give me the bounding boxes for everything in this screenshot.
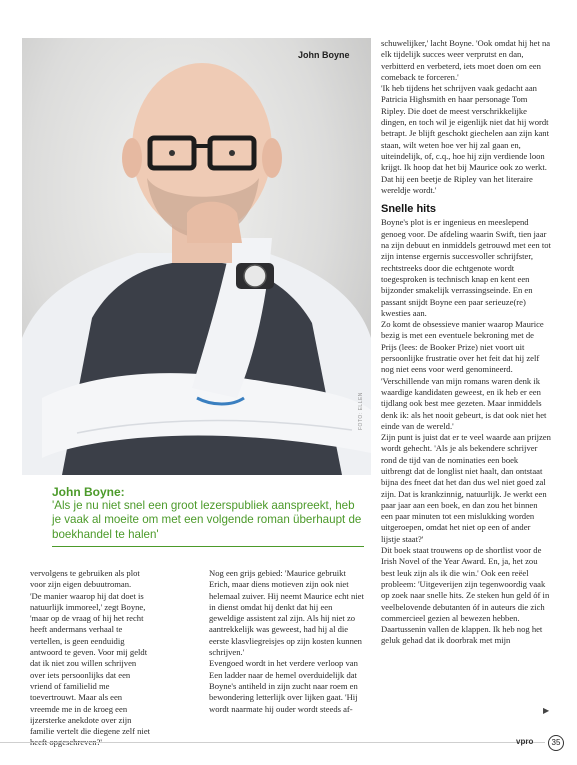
article-column-middle — [209, 568, 364, 715]
section-subhead: Snelle hits — [381, 203, 437, 216]
article-column-right — [381, 38, 551, 647]
paragraph: 'De manier waarop hij dat doet is natuurlijk immoreel,' zegt Boyne, 'maar op de vraag of hij het recht heeft andermans verhaal te vertellen, is geen eenduidig antwoord te geven. Voor mij geldt dat ik niet zou willen schrijven over iets persoonlijks dat een vriend of familielid me toevertrouwt. Maar als een vreemde me in de kroeg een ijzersterke anekdote over zijn familie vertelt die diegene zelf niet — [30, 590, 151, 737]
pull-quote-divider — [52, 546, 364, 547]
continue-arrow-icon: ▶ — [543, 706, 550, 715]
page-number: 35 — [548, 735, 564, 751]
paragraph: 'Ik heb tijdens het schrijven vaak gedacht aan Patricia Highsmith en haar personage Tom Ripley. Die doet de meest verschrikkelijke dingen, en toch wil je eigenlijk niet dat hij wordt betrapt. Je blijft geschokt giechelen aan zijn kant staan, wilt weten hoe ver hij zal gaan en, uiteindelijk, of, c.q., hoe hij zijn verdiende loon krijgt. Ik hoop dat het bij Maurice ook zo werkt. Dat hij een beetje de Ripley van het literaire wereldje wordt.' — [381, 83, 549, 195]
paragraph: Boyne's plot is er ingenieus en meeslepend genoeg voor. De afdeling waarin Swift, tien jaar na zijn debuut en inmiddels getrouwd met een tot zijn intense ergernis succesvoller schrijfster, rechtstreeks door die echtgenote wordt toegesproken is technisch knap en kent een bijzonder smakelijk verrassingseinde. En en passant snijdt Boyne een paar serieuze(re) kwesties aan. — [381, 217, 551, 318]
paragraph: Zijn punt is juist dat er te veel waarde aan prijzen wordt gehecht. 'Als je als bekendere schrijver rond de tijd van de nominaties een boek uitbrengt dat de longlist niet haalt, dan ontstaat bijna des fneet dat het dan dus wel niet goed zal zijn. Dat is krankzinnig, natuurlijk. Je werkt een paar jaar aan een boek, en dan zou het binnen een paar minuten tot een mislukking worden uitgeroepen, omdat het niet op een of ander lijstje staat?' — [381, 432, 551, 544]
footer-brand-logo: vpro — [516, 737, 534, 746]
paragraph: Dit boek staat trouwens op de shortlist voor de Irish Novel of the Year Award. En, ja, het zou best leuk zijn als ik die win.' Ook een reëel probleem: 'Uitgeverijen zijn tegenwoordig vaak op zoek naar snelle hits. Ze steken hun geld óf in veelbelovende debutanten óf in auteurs die zich commercieel gezien al bewezen hebben. Daartussenin vallen de klappen. Ik heb nog het geluk gehad dat ik doorbrak met mijn — [381, 545, 550, 646]
article-column-left — [30, 568, 150, 749]
paragraph: Evengoed wordt in het verdere verloop van Een ladder naar de hemel overduidelijk dat Boyne's antiheld in zijn zucht naar roem en bewondering letterlijk over lijken gaat. 'Hij wordt naarmate hij ouder wordt steeds af- — [209, 658, 358, 714]
pull-quote-name: John Boyne: — [52, 485, 125, 499]
pull-quote-text: 'Als je nu niet snel een groot lezerspubliek aanspreekt, heb je vaak al moeite om met een volgende roman überhaupt de boekhandel te halen' — [52, 499, 362, 541]
pull-quote — [52, 485, 364, 542]
photo-caption-name: John Boyne — [298, 50, 350, 60]
portrait-illustration — [22, 38, 371, 475]
paragraph: schuwelijker,' lacht Boyne. 'Ook omdat hij het na elk tijdelijk succes weer verprutst en dan, verbitterd en verbeterd, iets moet doen om een comeback te forceren.' — [381, 38, 551, 82]
photo-credit: FOTO: ELLEN — [358, 392, 364, 430]
paragraph: Zo komt de obsessieve manier waarop Maurice bezig is met een eventuele bekroning met de Prijs (lees: de Booker Prize) niet voort uit persoonlijke frustratie over het feit dat hij zelf nog niet eens voor werd genomineerd. 'Verschillende van mijn romans waren denk ik waardige kandidaten geweest, en ik heb er een tijdlang ook best mee gezeten. Maar inmiddels denk ik: als het nooit gebeurt, is dat ook niet het einde van de wereld.' — [381, 319, 547, 431]
paragraph: Nog een grijs gebied: 'Maurice gebruikt Erich, maar diens motieven zijn ook niet helemaal zuiver. Hij neemt Maurice echt niet in dienst omdat hij denkt dat hij een geweldige assistent zal zijn. Als hij niet zo aantrekkelijk was geweest, had hij al die eerste klasvliegreisjes op zijn kosten kunnen schrijven.' — [209, 568, 364, 658]
footer-divider — [0, 742, 545, 743]
paragraph: vervolgens te gebruiken als plot voor zijn eigen debuutroman. — [30, 568, 140, 590]
author-photo — [22, 38, 371, 475]
